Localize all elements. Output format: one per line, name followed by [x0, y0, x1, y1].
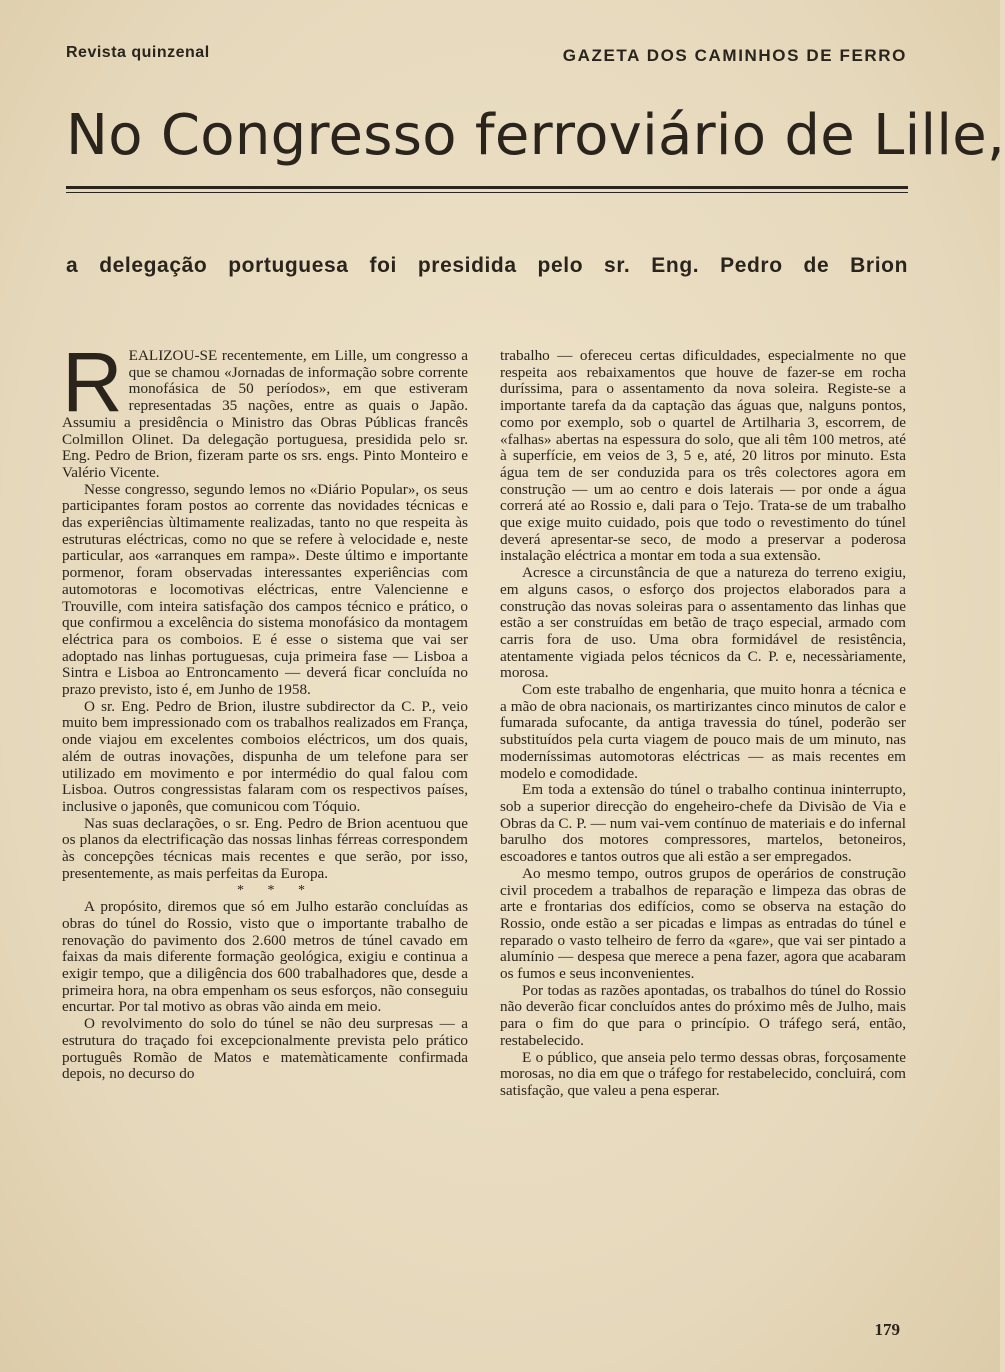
paragraph: E o público, que anseia pelo termo dessas obras, forçosamente morosas, no dia em que o tráfego for restabelecido, concluirá, com satisfação, que valeu a pena esperar.: [500, 1048, 906, 1099]
paragraph: O sr. Eng. Pedro de Brion, ilustre subdirector da C. P., veio muito bem impressionado com os trabalhos realizados em França, onde viajou em excelentes comboios eléctricos, um dos quais, além de outras inovações, dispunha de um telefone para ser utilizado em movimento e por intermédio do qual falou com Lisboa. Outros congressistas falaram com os respectivos países, inclusive o japonês, que comunicou com Tóquio.: [62, 697, 468, 815]
paragraph: REALIZOU-SE recentemente, em Lille, um congresso a que se chamou «Jornadas de informação sobre corrente monofásica de 50 períodos», em que estiveram representadas 35 nações, entre as quais o Japão. Assumiu a presidência o Ministro das Obras Públicas francês Colmillon Olinet. Da delegação portuguesa, presidida pelo sr. Eng. Pedro de Brion, fizeram parte os srs. engs. Pinto Monteiro e Valério Vicente.: [62, 335, 468, 481]
left-column: [62, 335, 468, 1083]
paragraph: Ao mesmo tempo, outros grupos de operários de construção civil procedem a trabalhos de reparação e limpeza das obras de arte e frontarias dos edifícios, como se observa na estação do Rossio, onde estão a ser picadas e limpas as entradas do túnel e reparado o vasto telheiro de ferro da «gare», que vai ser pintado a alumínio — despesa que merece a pena fazer, agora que acabaram os fumos e seus inconvenientes.: [500, 864, 906, 983]
right-column: [500, 348, 906, 1100]
article-subtitle: a delegação portuguesa foi presidida pelo sr. Eng. Pedro de Brion: [66, 254, 908, 277]
paragraph: Em toda a extensão do túnel o trabalho continua ininterrupto, sob a superior direcção do engeheiro-chefe da Divisão de Via e Obras da C. P. — num vai-vem contínuo de materiais e do infernal barulho dos motores compressores, martelos, betoneiros, escoadores e tantos outros que ali estão a ser empregados.: [500, 781, 906, 866]
paragraph: trabalho — ofereceu certas dificuldades, especialmente no que respeita aos rebaixamentos que houve de fazer-se em rocha duríssima, para o assentamento da nova soleira. Registe-se a importante tarefa da da captação das águas que, nalguns pontos, como por exemplo, sob o quartel de Artilharia 3, escorrem, de «falhas» abertas na espessura do solo, que ali têm 100 metros, até à superfície, em veios de 3, 5 e, até, 20 litros por minuto. Esta água tem de ser conduzida para os três colectores agora em construção — um ao centro e dois laterais — por onde a água correrá até ao Rossio e, dali para o Tejo. Trata-se de um trabalho que exige muito cuidado, pois que todo o revestimento do túnel deverá apresentar-se seco, de modo a preservar a poderosa instalação eléctrica a montar em toda a sua extensão.: [500, 347, 906, 565]
article-title: No Congresso ferroviário de Lille,: [66, 103, 1005, 168]
paragraph: Com este trabalho de engenharia, que muito honra a técnica e a mão de obra nacionais, os martirizantes cinco minutos de calor e fumarada sufocante, da antiga travessia do túnel, poderão ser substituídos pela curta viagem de pouco mais de um minuto, nas moderníssimas automotoras eléctricas — as mais recentes em modelo e comodidade.: [500, 681, 906, 782]
paragraph: Nas suas declarações, o sr. Eng. Pedro de Brion acentuou que os planos da electrificação das nossas linhas férreas correspondem às concepções técnicas mais recentes e que serão, por isso, presentemente, as mais perfeitas da Europa.: [62, 814, 468, 882]
title-rule-thick: [66, 186, 908, 189]
paragraph: O revolvimento do solo do túnel se não deu surpresas — a estrutura do traçado foi excepcionalmente prevista pelo prático português Romão de Matos e matemàticamente confirmada depois, no decurso do: [62, 1015, 468, 1083]
header-publication-frequency: Revista quinzenal: [66, 44, 210, 61]
paragraph: Acresce a circunstância de que a natureza do terreno exigiu, em alguns casos, o esforço dos projectos elaborados para a construção das novas soleiras para o assentamento das linhas que estão a ser construídas em betão de traço especial, armado com carris fora de uso. Uma obra formidável de resistência, atentamente vigiada pelos técnicos da C. P. e, necessàriamente, morosa.: [500, 564, 906, 682]
title-rule-thin: [66, 192, 908, 193]
paragraph: Nesse congresso, segundo lemos no «Diário Popular», os seus participantes foram postos ao corrente das novidades técnicas e das experiências ùltimamente realizadas, tanto no que respeita às estruturas eléctricas, como no que se refere à velocidade e, neste particular, aos «arranques em rampa». Deste último e importante pormenor, foram observadas interessantes experiências com automotoras e locomotivas eléctricas, entre Valencienne e Trouville, com inteira satisfação dos campos técnico e prático, o que confirmou a excelência do sistema monofásico da montagem eléctrica para os comboios. E é esse o sistema que vai ser adoptado nas linhas portuguesas, cuja primeira fase — Lisboa a Sintra e Lisboa ao Entroncamento — deverá ficar concluída no prazo previsto, isto é, em Junho de 1958.: [62, 480, 468, 699]
paragraph: A propósito, diremos que só em Julho estarão concluídas as obras do túnel do Rossio, visto que o importante trabalho de renovação do pavimento dos 2.600 metros de túnel cavado em faixas da mais diferente formação geológica, exigiu e continua a exigir tempo, que a diligência dos 600 trabalhadores que, desde a primeira hora, na obra empenham os seus esforços, não conseguiu encurtar. Por tal motivo as obras vão ainda em meio.: [62, 898, 468, 1016]
paragraph: Por todas as razões apontadas, os trabalhos do túnel do Rossio não deverão ficar concluídos antes do próximo mês de Julho, mais para o fim do que para o princípio. O tráfego será, então, restabelecido.: [500, 981, 906, 1049]
header-magazine-name: GAZETA DOS CAMINHOS DE FERRO: [562, 46, 907, 65]
drop-cap: R: [62, 335, 123, 429]
page-number: 179: [874, 1320, 900, 1339]
section-separator: * * *: [237, 882, 315, 898]
